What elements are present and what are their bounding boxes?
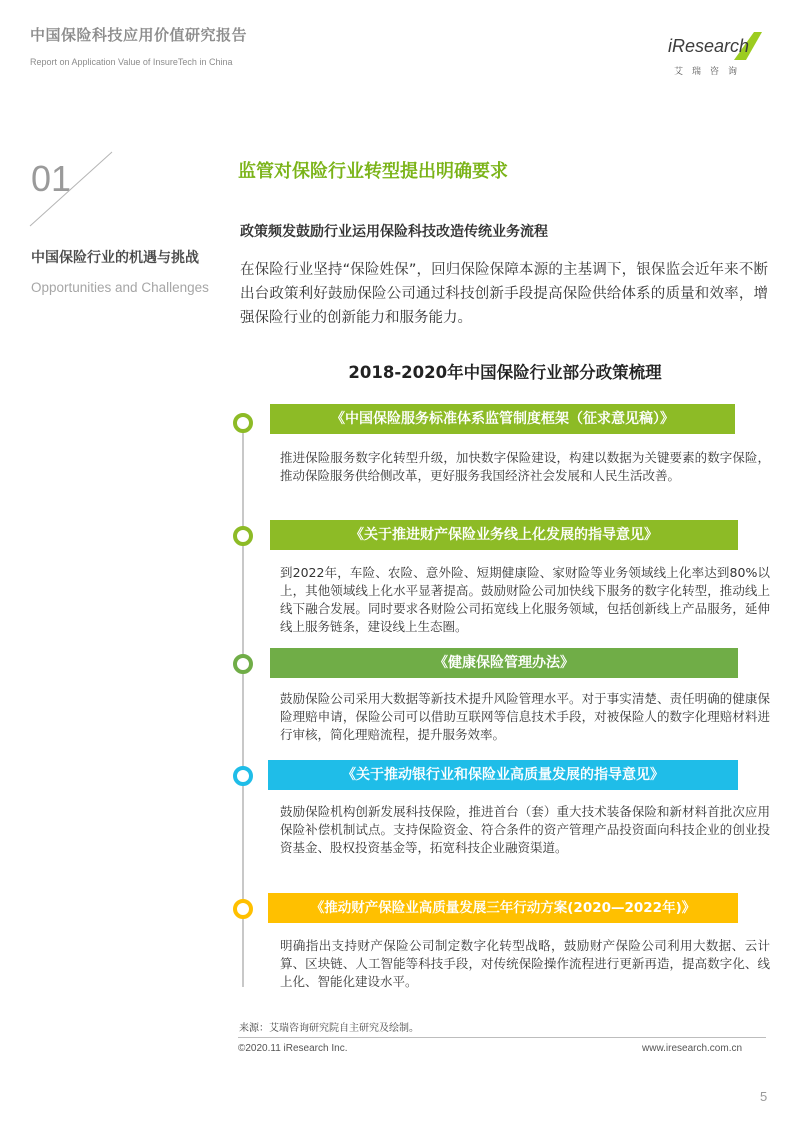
policy-banner: 《中国保险服务标准体系监管制度框架（征求意见稿）》 xyxy=(270,404,735,434)
timeline-dot xyxy=(233,654,253,674)
footer-divider xyxy=(238,1037,766,1038)
copyright: ©2020.11 iResearch Inc. xyxy=(238,1043,348,1054)
iresearch-logo xyxy=(666,30,766,80)
chapter-title-en: Opportunities and Challenges xyxy=(31,280,209,295)
policy-banner: 《关于推动银行业和保险业高质量发展的指导意见》 xyxy=(268,760,738,790)
chapter-title-cn: 中国保险行业的机遇与挑战 xyxy=(31,250,199,266)
chapter-number: 01 xyxy=(31,158,72,199)
timeline-dot xyxy=(233,526,253,546)
website-link[interactable]: www.iresearch.com.cn xyxy=(642,1043,743,1054)
main-heading: 监管对保险行业转型提出明确要求 xyxy=(238,161,508,182)
chapter-slash-icon xyxy=(26,150,116,230)
logo-cn: 艾瑞咨询 xyxy=(674,67,747,77)
report-subtitle: Report on Application Value of InsureTech in China xyxy=(30,57,233,67)
sub-heading: 政策频发鼓励行业运用保险科技改造传统业务流程 xyxy=(240,224,548,240)
intro-paragraph: 在保险行业坚持“保险姓保”，回归保险保障本源的主基调下，银保监会近年来不断出台政策利好鼓励保险公司通过科技创新手段提高保险供给体系的质量和效率，增强保险行业的创新能力和服务能力。 xyxy=(240,262,768,326)
policy-text: 推进保险服务数字化转型升级，加快数字保险建设，构建以数据为关键要素的数字保险，推动保险服务供给侧改革，更好服务我国经济社会发展和人民生活改善。 xyxy=(280,450,770,483)
policy-text: 鼓励保险机构创新发展科技保险，推进首台（套）重大技术装备保险和新材料首批次应用保险补偿机制试点。支持保险资金、符合条件的资产管理产品投资面向科技企业的创业投资基金、股权投资基金等，拓宽科技企业融资渠道。 xyxy=(280,804,770,855)
policy-banner: 《推动财产保险业高质量发展三年行动方案(2020—2022年)》 xyxy=(268,893,738,923)
logo-text: iResearch xyxy=(668,36,750,56)
policy-text: 到2022年，车险、农险、意外险、短期健康险、家财险等业务领域线上化率达到80%以上，其他领域线上化水平显著提高。鼓励财险公司加快线下服务的数字化转型，推动线上线下融合发展。同时要求各财险公司拓宽线上化服务领域，包括创新线上产品服务，延伸线上服务链条，建设线上生态圈。 xyxy=(280,565,770,634)
source-note: 来源：艾瑞咨询研究院自主研究及绘制。 xyxy=(239,1023,419,1034)
page-number: 5 xyxy=(760,1089,768,1104)
policy-text: 鼓励保险公司采用大数据等新技术提升风险管理水平。对于事实清楚、责任明确的健康保险理赔申请，保险公司可以借助互联网等信息技术手段，对被保险人的数字化理赔材料进行审核，简化理赔流程，提升服务效率。 xyxy=(280,691,770,742)
report-title: 中国保险科技应用价值研究报告 xyxy=(30,26,248,44)
policy-banner: 《健康保险管理办法》 xyxy=(270,648,738,678)
timeline-dot xyxy=(233,899,253,919)
chart-title: 2018-2020年中国保险行业部分政策梳理 xyxy=(348,363,662,382)
policy-text: 明确指出支持财产保险公司制定数字化转型战略，鼓励财产保险公司利用大数据、云计算、区块链、人工智能等科技手段，对传统保险操作流程进行更新再造，提高数字化、线上化、智能化建设水平。 xyxy=(280,938,770,989)
timeline-dot xyxy=(233,766,253,786)
policy-banner: 《关于推进财产保险业务线上化发展的指导意见》 xyxy=(270,520,738,550)
timeline-dot xyxy=(233,413,253,433)
